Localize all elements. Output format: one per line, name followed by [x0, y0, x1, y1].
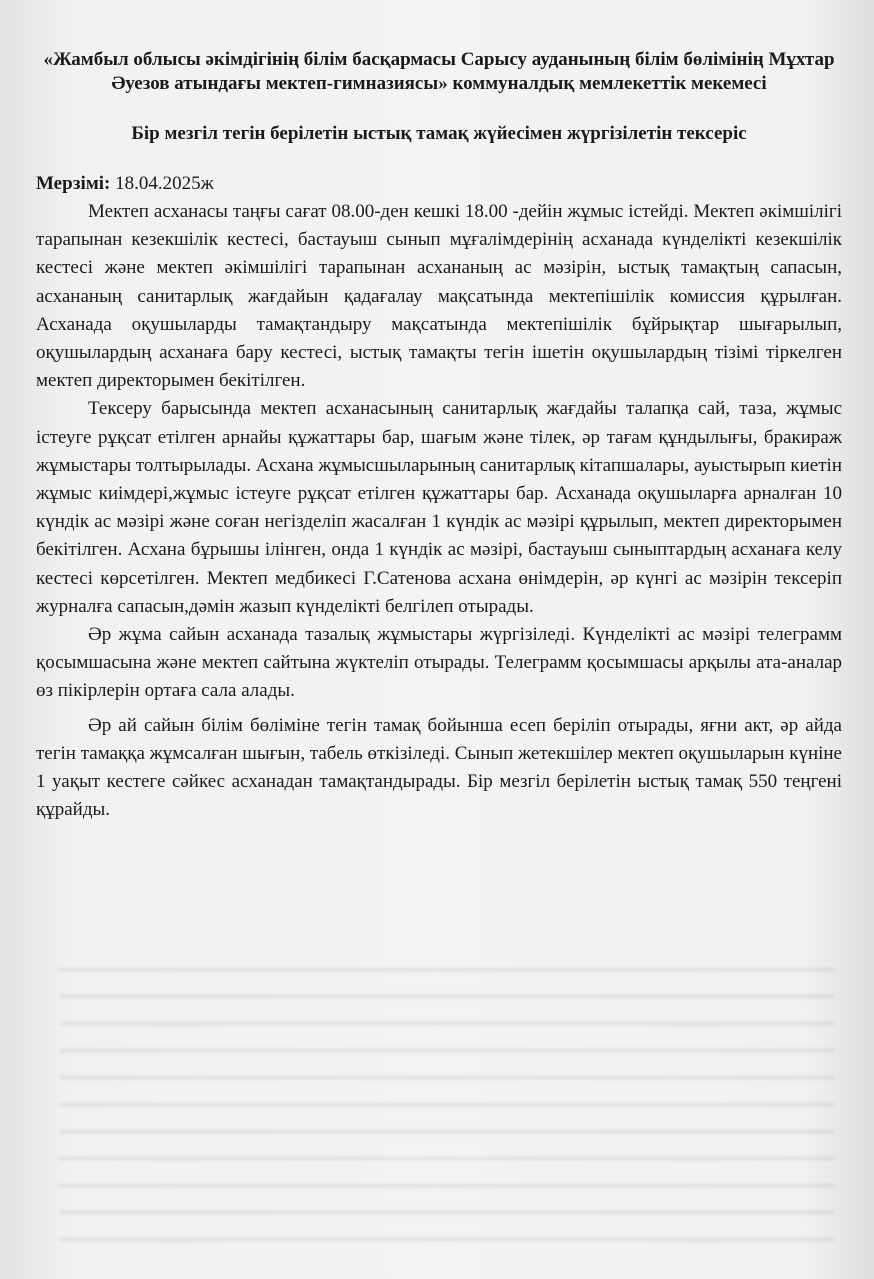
date-label: Мерзімі:	[36, 173, 111, 194]
document-title: Бір мезгіл тегін берілетін ыстық тамақ жүйесімен жүргізілетін тексеріс	[131, 123, 747, 144]
document-header: «Жамбыл облысы әкімдігінің білім басқармасы Сарысу ауданының білім бөлімінің Мұхтар Әуезов атындағы мектеп-гимназиясы» коммуналдық мемлекеттік мекемесі	[43, 49, 835, 94]
bleed-through-shadow	[60, 955, 834, 1255]
paragraph-4: Әр ай сайын білім бөліміне тегін тамақ бойынша есеп беріліп отырады, яғни акт, әр айда тегін тамаққа жұмсалған шығын, табель өткізіледі. Сынып жетекшілер мектеп оқушыларын күніне 1 уақыт кестеге сәйкес асханадан тамақтандырады. Бір мезгіл берілетін ыстық тамақ 550 теңгені құрайды.	[36, 714, 842, 821]
document-body	[36, 48, 842, 824]
paragraph-2: Тексеру барысында мектеп асханасының санитарлық жағдайы талапқа сай, таза, жұмыс істеуге рұқсат етілген арнайы құжаттары бар, шағым және тілек, әр тағам құндылығы, бракираж жұмыстары толтырылады. Асхана жұмысшыларының санитарлық кітапшалары, ауыстырып киетін жұмыс киімдері,жұмыс істеуге рұқсат етілген құжаттары бар. Асханада оқушыларға арналған 10 күндік ас мәзірі және соған негізделіп жасалған 1 күндік ас мәзірі құрылып, мектеп директорымен бекітілген. Асхана бұрышы ілінген, онда 1 күндік ас мәзірі, бастауыш сыныптардың асханаға келу кестесі көрсетілген. Мектеп медбикесі Г.Сатенова асхана өнімдерін, әр күнгі ас мәзірін тексеріп журналға сапасын,дәмін жазып күнделікті белгілеп отырады.	[36, 398, 842, 617]
paragraph-3: Әр жұма сайын асханада тазалық жұмыстары жүргізіледі. Күнделікті ас мәзірі телеграмм қосымшасына және мектеп сайтына жүктеліп отырады. Телеграмм қосымшасы арқылы ата-аналар өз пікірлерін ортаға сала алады.	[36, 624, 842, 702]
paragraph-1: Мектеп асханасы таңғы сағат 08.00-ден кешкі 18.00 -дейін жұмыс істейді. Мектеп әкімшілігі тарапынан кезекшілік кестесі, бастауыш сынып мұғалімдерінің асханада күнделікті кезекшілік кестесі және мектеп әкімшілігі тарапынан асхананың ас мәзірін, ыстық тамақтың сапасын, асхананың санитарлық жағдайын қадағалау мақсатында мектепішілік комиссия құрылған. Асханада оқушыларды тамақтандыру мақсатында мектепішілік бұйрықтар шығарылып, оқушылардың асханаға бару кестесі, ыстық тамақты тегін ішетін оқушылардың тізімі тіркелген мектеп директорымен бекітілген.	[36, 201, 842, 392]
date-value: 18.04.2025ж	[115, 173, 214, 194]
date-line	[36, 170, 842, 198]
